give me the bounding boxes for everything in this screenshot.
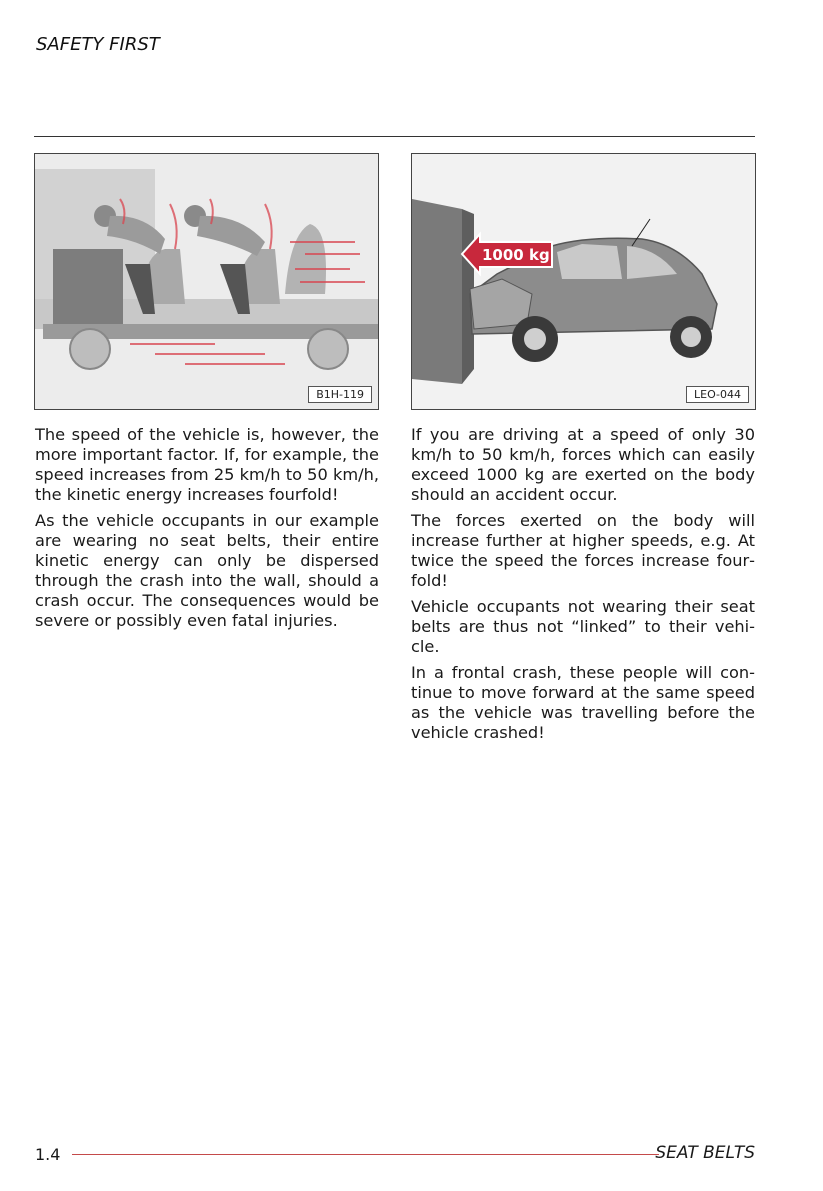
occupants-crash-drawing (35, 154, 378, 409)
body-column-right (411, 425, 755, 749)
section-title: SAFETY FIRST (36, 34, 160, 55)
header-divider (34, 136, 755, 137)
figure-occupants-illustration (34, 153, 379, 410)
figure-code-label: B1H-119 (308, 386, 372, 403)
force-label: 1000 kg (482, 246, 550, 264)
page-number: 1.4 (35, 1145, 61, 1164)
footer-divider (72, 1154, 659, 1155)
car-crash-drawing (412, 154, 755, 409)
paragraph: As the vehicle occupants in our example are wearing no seat belts, their entire kinetic energy can only be dispersed through the crash into the wall, should a crash occur. The consequences would be severe or possibly even fatal injuries. (35, 511, 379, 630)
figure-code-label: LEO-044 (686, 386, 749, 403)
footer-section-title: SEAT BELTS (655, 1143, 755, 1163)
paragraph: Vehicle occupants not wearing their seat belts are thus not “linked” to their vehicle. (411, 597, 755, 656)
paragraph: In a frontal crash, these people will continue to move forward at the same speed as the vehicle was travelling before the vehicle crashed! (411, 663, 755, 742)
body-column-left (35, 425, 379, 637)
paragraph: If you are driving at a speed of only 30 km/h to 50 km/h, forces which can easily exceed 1000 kg are exerted on the body should an accident occur. (411, 425, 755, 504)
paragraph: The forces exerted on the body will increase further at higher speeds, e.g. At twice the speed the forces increase fourfold! (411, 511, 755, 590)
figure-car-crash-illustration (411, 153, 756, 410)
paragraph: The speed of the vehicle is, however, the more important factor. If, for example, the speed increases from 25 km/h to 50 km/h, the kinetic energy increases fourfold! (35, 425, 379, 504)
